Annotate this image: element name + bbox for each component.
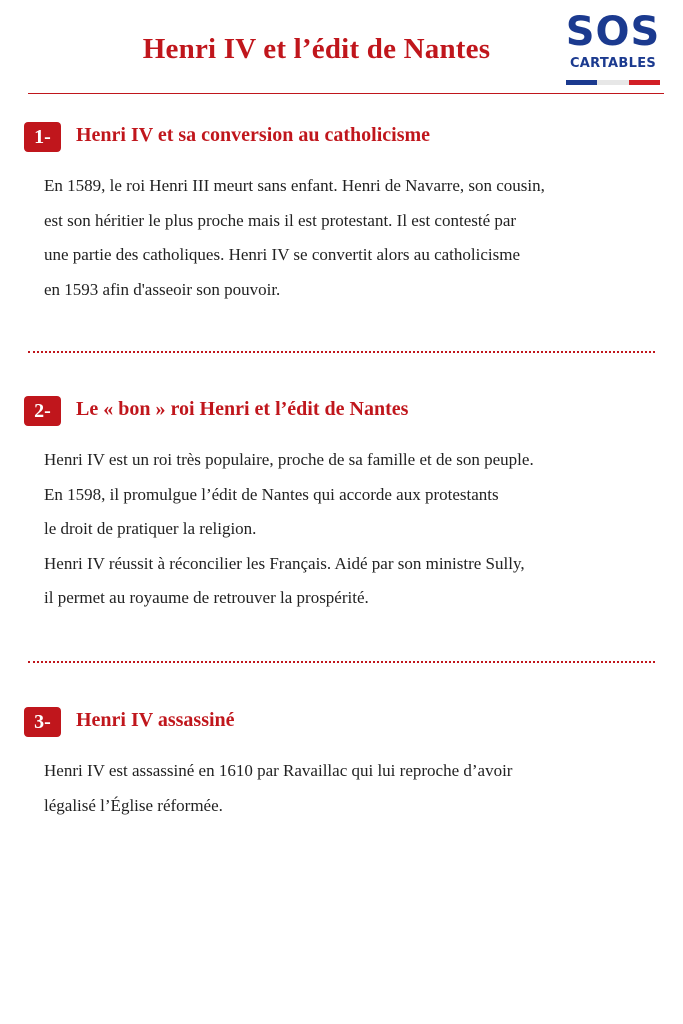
section-3-body: [24, 754, 654, 823]
section-2-body: [24, 443, 654, 616]
section-1-body: [24, 169, 654, 307]
section-divider: [28, 661, 655, 663]
paragraph-line: Henri IV est un roi très populaire, proche de sa famille et de son peuple.: [44, 450, 534, 469]
paragraph-line: Henri IV réussit à réconcilier les Français. Aidé par son ministre Sully,: [44, 553, 525, 573]
section-divider: [28, 351, 655, 353]
flag-blue-band: [566, 80, 597, 85]
section-2-heading: [24, 396, 654, 426]
page-title: Henri IV et l’édit de Nantes: [142, 33, 491, 65]
section-3: [24, 707, 654, 823]
paragraph-line: Henri IV est assassiné en 1610 par Ravaillac qui lui reproche d’avoir: [44, 761, 513, 780]
section-1-heading: [24, 122, 654, 152]
paragraph-line: est son héritier le plus proche mais il est protestant. Il est contesté par: [44, 210, 517, 230]
sos-cartables-logo: [564, 10, 662, 86]
paragraph-line: le droit de pratiquer la religion.: [44, 519, 257, 538]
section-3-title: Henri IV assassiné: [76, 709, 235, 731]
section-1: [24, 122, 654, 307]
section-2-number-badge: 2-: [24, 396, 61, 426]
header-divider: [28, 93, 664, 94]
paragraph-line: En 1589, le roi Henri III meurt sans enfant. Henri de Navarre, son cousin,: [44, 176, 545, 195]
section-2: [24, 396, 654, 616]
flag-red-band: [629, 80, 660, 85]
paragraph-line: il permet au royaume de retrouver la prospérité.: [44, 588, 369, 607]
logo-sos-text: SOS: [565, 9, 661, 55]
section-1-number-badge: 1-: [24, 122, 61, 152]
section-2-title: Le « bon » roi Henri et l’édit de Nantes: [76, 398, 409, 420]
section-3-heading: [24, 707, 654, 737]
paragraph-line: légalisé l’Église réformée.: [44, 795, 223, 815]
logo-cartables-text: CARTABLES: [569, 56, 657, 71]
section-3-number-badge: 3-: [24, 707, 61, 737]
paragraph-line: en 1593 afin d'asseoir son pouvoir.: [44, 279, 281, 299]
section-1-title: Henri IV et sa conversion au catholicisme: [76, 124, 431, 146]
flag-white-band: [597, 80, 628, 85]
paragraph-line: En 1598, il promulgue l’édit de Nantes qui accorde aux protestants: [44, 484, 499, 504]
french-flag-stripe: [566, 80, 660, 85]
paragraph-line: une partie des catholiques. Henri IV se convertit alors au catholicisme: [44, 245, 520, 264]
